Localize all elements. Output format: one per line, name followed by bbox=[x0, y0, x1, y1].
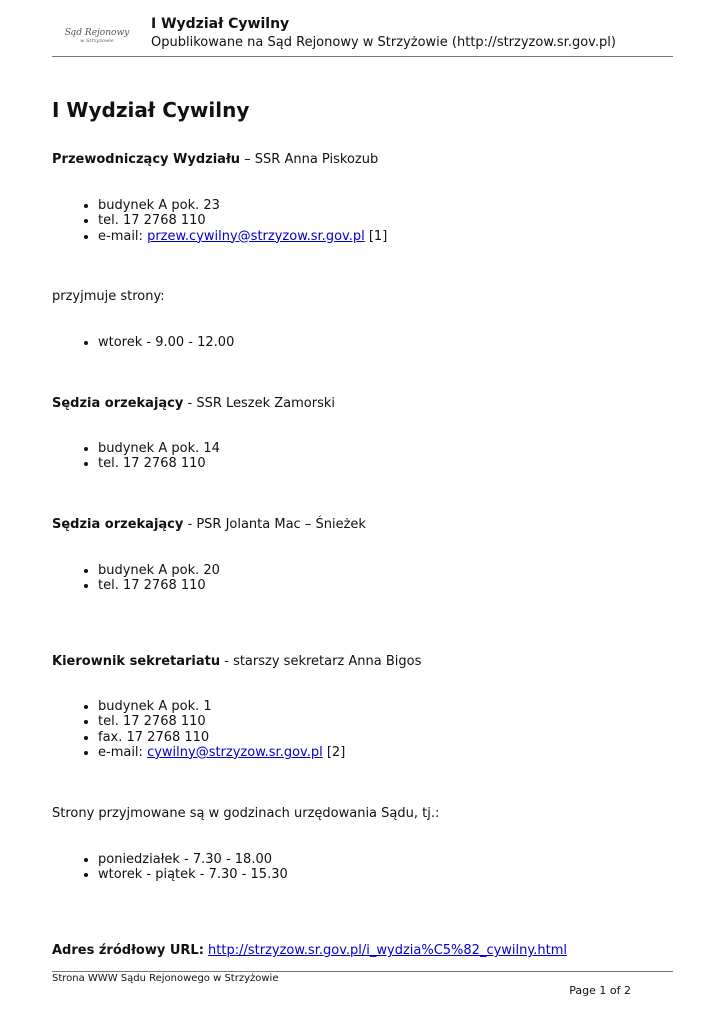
secretariat-email-item bbox=[98, 745, 345, 760]
page-title: I Wydział Cywilny bbox=[52, 98, 250, 122]
chairman-tel: • tel. 17 2768 110 bbox=[98, 213, 387, 228]
secretariat-role: Kierownik sekretariatu bbox=[52, 654, 221, 669]
chairman-line bbox=[52, 152, 378, 167]
judge2-building: • budynek A pok. 20 bbox=[98, 563, 220, 578]
secretariat-building: • budynek A pok. 1 bbox=[98, 699, 345, 714]
header-title: I Wydział Cywilny bbox=[151, 16, 290, 32]
chairman-name: – SSR Anna Piskozub bbox=[240, 152, 379, 167]
secretariat-fax: • fax. 17 2768 110 bbox=[98, 730, 345, 745]
office-hours-monday: • poniedziałek - 7.30 - 18.00 bbox=[98, 852, 288, 867]
judge2-name: - PSR Jolanta Mac – Śnieżek bbox=[183, 517, 366, 532]
secretariat-email-link[interactable]: cywilny@strzyzow.sr.gov.pl bbox=[147, 744, 323, 760]
judge1-tel: • tel. 17 2768 110 bbox=[98, 456, 220, 471]
receives-label: przyjmuje strony: bbox=[52, 289, 165, 304]
judge1-building: • budynek A pok. 14 bbox=[98, 441, 220, 456]
header-subtitle: Opublikowane na Sąd Rejonowy w Strzyżowie (http://strzyzow.sr.gov.pl) bbox=[151, 35, 616, 50]
chairman-email-link[interactable]: przew.cywilny@strzyzow.sr.gov.pl bbox=[147, 228, 365, 244]
secretariat-tel: • tel. 17 2768 110 bbox=[98, 714, 345, 729]
receives-list bbox=[52, 335, 234, 350]
page-header bbox=[52, 14, 673, 57]
source-line bbox=[52, 943, 567, 958]
secretariat-details bbox=[52, 699, 345, 760]
secretariat-line bbox=[52, 654, 421, 669]
court-logo bbox=[62, 28, 132, 45]
chairman-email-item bbox=[98, 229, 387, 244]
chairman-building: • budynek A pok. 23 bbox=[98, 198, 387, 213]
footer-site: Strona WWW Sądu Rejonowego w Strzyżowie bbox=[52, 973, 279, 984]
office-hours-label: Strony przyjmowane są w godzinach urzędowania Sądu, tj.: bbox=[52, 806, 440, 821]
chairman-details bbox=[52, 198, 387, 244]
email-prefix: e-mail: bbox=[98, 228, 148, 244]
judge1-name: - SSR Leszek Zamorski bbox=[183, 396, 335, 411]
email-prefix: e-mail: bbox=[98, 744, 148, 760]
page-footer bbox=[52, 971, 673, 997]
email-ref: [2] bbox=[322, 744, 346, 760]
logo-line2: w Strzyżowie bbox=[80, 38, 114, 44]
judge1-role: Sędzia orzekający bbox=[52, 396, 184, 411]
source-label: Adres źródłowy URL: bbox=[52, 943, 204, 958]
judge1-details bbox=[52, 441, 220, 472]
chairman-role: Przewodniczący Wydziału bbox=[52, 152, 241, 167]
judge2-role: Sędzia orzekający bbox=[52, 517, 184, 532]
receives-hours: • wtorek - 9.00 - 12.00 bbox=[98, 335, 234, 350]
judge2-line bbox=[52, 517, 366, 532]
source-url-link[interactable]: http://strzyzow.sr.gov.pl/i_wydzia%C5%82_cywilny.html bbox=[208, 943, 567, 958]
secretariat-name: - starszy sekretarz Anna Bigos bbox=[220, 654, 422, 669]
email-ref: [1] bbox=[364, 228, 388, 244]
judge2-details bbox=[52, 563, 220, 594]
logo-line1: Sąd Rejonowy bbox=[64, 28, 130, 38]
footer-page-number: Page 1 of 2 bbox=[569, 984, 631, 997]
judge1-line bbox=[52, 396, 335, 411]
office-hours-tue-fri: • wtorek - piątek - 7.30 - 15.30 bbox=[98, 867, 288, 882]
judge2-tel: • tel. 17 2768 110 bbox=[98, 578, 220, 593]
office-hours-list bbox=[52, 852, 288, 883]
